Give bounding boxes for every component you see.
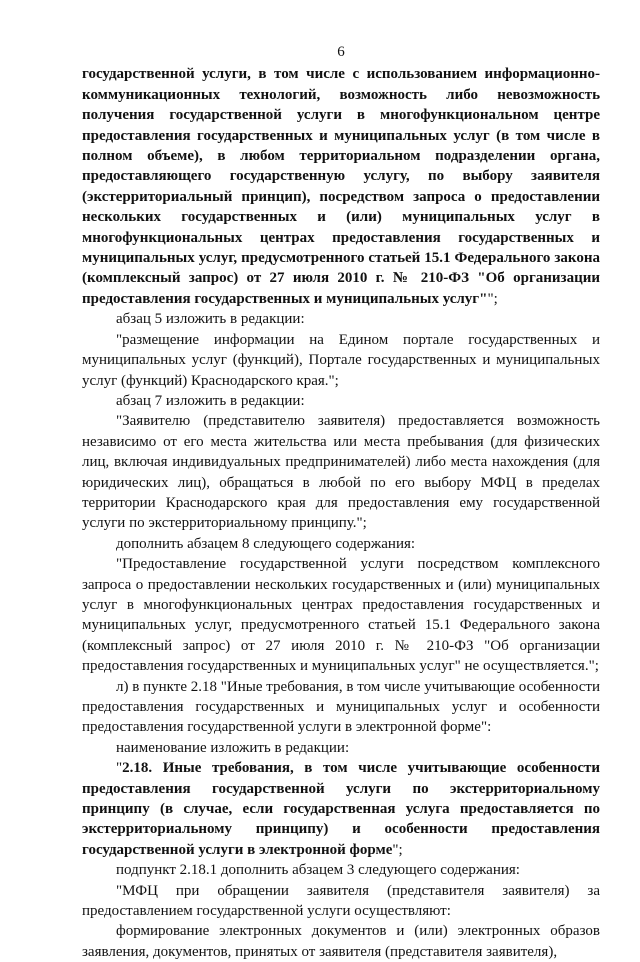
paragraph-quote: "Заявителю (представителю заявителя) предоставляется возможность независимо от его места жительства или места пребывания (для физических лиц, включая индивидуальных предпринимателей) либо места нахождения (для юридических лиц), обращаться в любой по его выбору МФЦ в пределах территории Краснодарского края для предоставления ему государственной услуги по экстерриториальному принципу.";: [82, 413, 600, 532]
paragraph-quote: "Предоставление государственной услуги посредством комплексного запроса о предоставлении нескольких государственных и (или) муниципальных услуг в многофункциональных центрах предоставления государственных и муниципальных услуг, предусмотренного статьей 15.1 Федерального закона (комплексный запрос) от 27 июля 2010 г. № 210-ФЗ "Об организации предоставления государственных и муниципальных услуг" не осуществляется.";: [82, 556, 600, 675]
bold-text: 2.18. Иные требования, в том числе учитывающие особенности предоставления государственной услуги по экстерриториальному принципу (в случае, если государственная услуга предоставляется по экстерриториальному принципу) и особенности предоставления государственной услуги в электронной форме: [82, 760, 600, 858]
opening-quote: ": [116, 760, 123, 777]
paragraph-quote: "МФЦ при обращении заявителя (представителя заявителя) за предоставлением государственной услуги осуществляют:: [82, 882, 600, 920]
closing-quote: ";: [392, 841, 403, 858]
paragraph-instruction: наименование изложить в редакции:: [116, 739, 350, 756]
paragraph-continuation: [82, 64, 600, 309]
closing-quote: ";: [487, 290, 498, 307]
paragraph-instruction: абзац 5 изложить в редакции:: [116, 311, 305, 328]
paragraph-bold-heading: [82, 758, 600, 860]
paragraph-instruction: абзац 7 изложить в редакции:: [116, 392, 305, 409]
paragraph-instruction: подпункт 2.18.1 дополнить абзацем 3 следующего содержания:: [116, 862, 520, 879]
paragraph-instruction: дополнить абзацем 8 следующего содержания:: [116, 535, 416, 552]
paragraph-text: формирование электронных документов и (или) электронных образов заявления, документов, принятых от заявителя (представителя заявителя),: [82, 923, 600, 960]
page-number: 6: [337, 44, 345, 60]
paragraph-item-l: л) в пункте 2.18 "Иные требования, в том числе учитывающие особенности предоставления государственных и муниципальных услуг и особенности предоставления государственной услуги в электронной форме":: [82, 678, 600, 736]
paragraph-quote: "размещение информации на Едином портале государственных и муниципальных услуг (функций), Портале государственных и муниципальных услуг (функций) Краснодарского края.";: [82, 331, 600, 389]
bold-text: государственной услуги, в том числе с использованием информационно-коммуникационных технологий, возможность либо невозможность получения государственной услуги в многофункциональном центре предоставления государственных и муниципальных услуг (в том числе в полном объеме), в любом территориальном подразделении органа, предоставляющего государственную услугу, по выбору заявителя (экстерриториальный принцип), посредством запроса о предоставлении нескольких государственных и (или) муниципальных услуг в многофункциональных центрах предоставления государственных и муниципальных услуг, предусмотренного статьей 15.1 Федерального закона (комплексный запрос) от 27 июля 2010 г. № 210-ФЗ "Об организации предоставления государственных и муниципальных услуг": [82, 66, 600, 307]
